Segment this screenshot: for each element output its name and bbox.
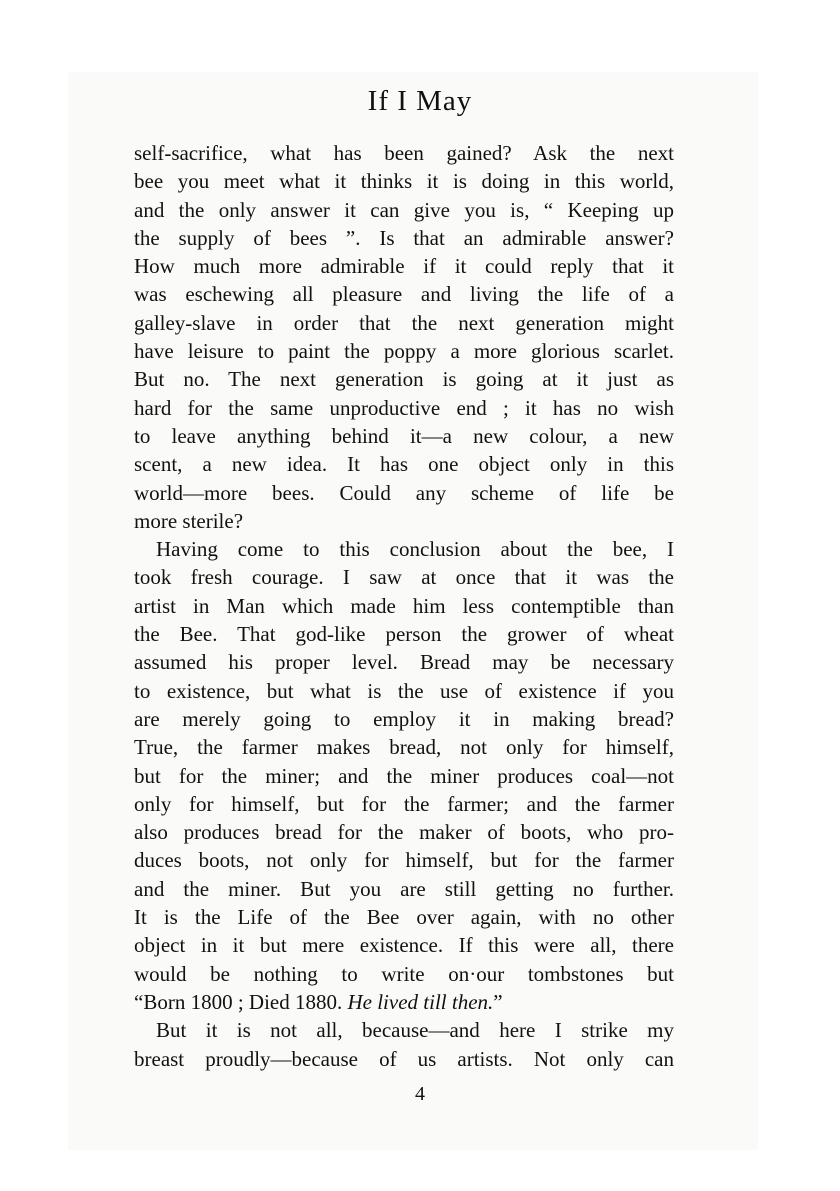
text-line: the supply of bees ”. Is that an admirable answer? — [134, 225, 674, 250]
epitaph-text: “Born 1800 ; Died 1880. — [134, 989, 348, 1014]
text-line: to existence, but what is the use of existence if you — [134, 678, 674, 703]
text-line: artist in Man which made him less contemptible than — [134, 593, 674, 618]
text-line: and the miner. But you are still getting no further. — [134, 876, 674, 901]
text-line: also produces bread for the maker of boots, who pro- — [134, 820, 674, 845]
running-title: If I May — [367, 85, 473, 117]
text-line: But no. The next generation is going at it just as — [134, 367, 674, 392]
text-line: How much more admirable if it could reply that it — [134, 254, 674, 279]
text-line: the Bee. That god-like person the grower of wheat — [134, 622, 674, 647]
text-line: would be nothing to write on·our tombstones but — [134, 961, 674, 986]
epitaph-close-quote: ” — [493, 989, 503, 1014]
text-line: and the only answer it can give you is, “ Keeping up — [134, 197, 674, 222]
text-line: are merely going to employ it in making bread? — [134, 706, 674, 731]
text-line: more sterile? — [134, 508, 244, 533]
text-line: True, the farmer makes bread, not only for himself, — [134, 735, 674, 760]
text-line: was eschewing all pleasure and living the life of a — [134, 282, 674, 307]
text-line: galley-slave in order that the next generation might — [134, 310, 674, 335]
text-line: only for himself, but for the farmer; and the farmer — [134, 791, 674, 816]
text-line: assumed his proper level. Bread may be necessary — [134, 650, 674, 675]
text-line: It is the Life of the Bee over again, with no other — [134, 905, 674, 930]
text-line: bee you meet what it thinks it is doing in this world, — [134, 169, 674, 194]
text-line: but for the miner; and the miner produces coal—not — [134, 763, 674, 788]
text-line: have leisure to paint the poppy a more glorious scarlet. — [134, 339, 674, 364]
text-line: hard for the same unproductive end ; it has no wish — [134, 395, 674, 420]
text-line: duces boots, not only for himself, but for the farmer — [134, 848, 674, 873]
text-line: self-sacrifice, what has been gained? Ask the next — [134, 141, 674, 165]
paragraph-start-line: Having come to this conclusion about the bee, I — [156, 537, 674, 562]
paragraph-start-line: But it is not all, because—and here I strike my — [156, 1018, 674, 1043]
epitaph-italic: He lived till then. — [347, 989, 494, 1014]
text-line: breast proudly—because of us artists. Not only can — [134, 1046, 674, 1071]
text-line: scent, a new idea. It has one object only in this — [134, 452, 674, 477]
text-line: object in it but mere existence. If this were all, there — [134, 933, 674, 958]
text-line: took fresh courage. I saw at once that it was the — [134, 565, 674, 590]
body-text — [134, 139, 674, 1073]
text-line: to leave anything behind it—a new colour, a new — [134, 423, 674, 448]
text-line: world—more bees. Could any scheme of life be — [134, 480, 674, 505]
page-number: 4 — [415, 1083, 425, 1105]
epitaph-line — [134, 988, 674, 1016]
